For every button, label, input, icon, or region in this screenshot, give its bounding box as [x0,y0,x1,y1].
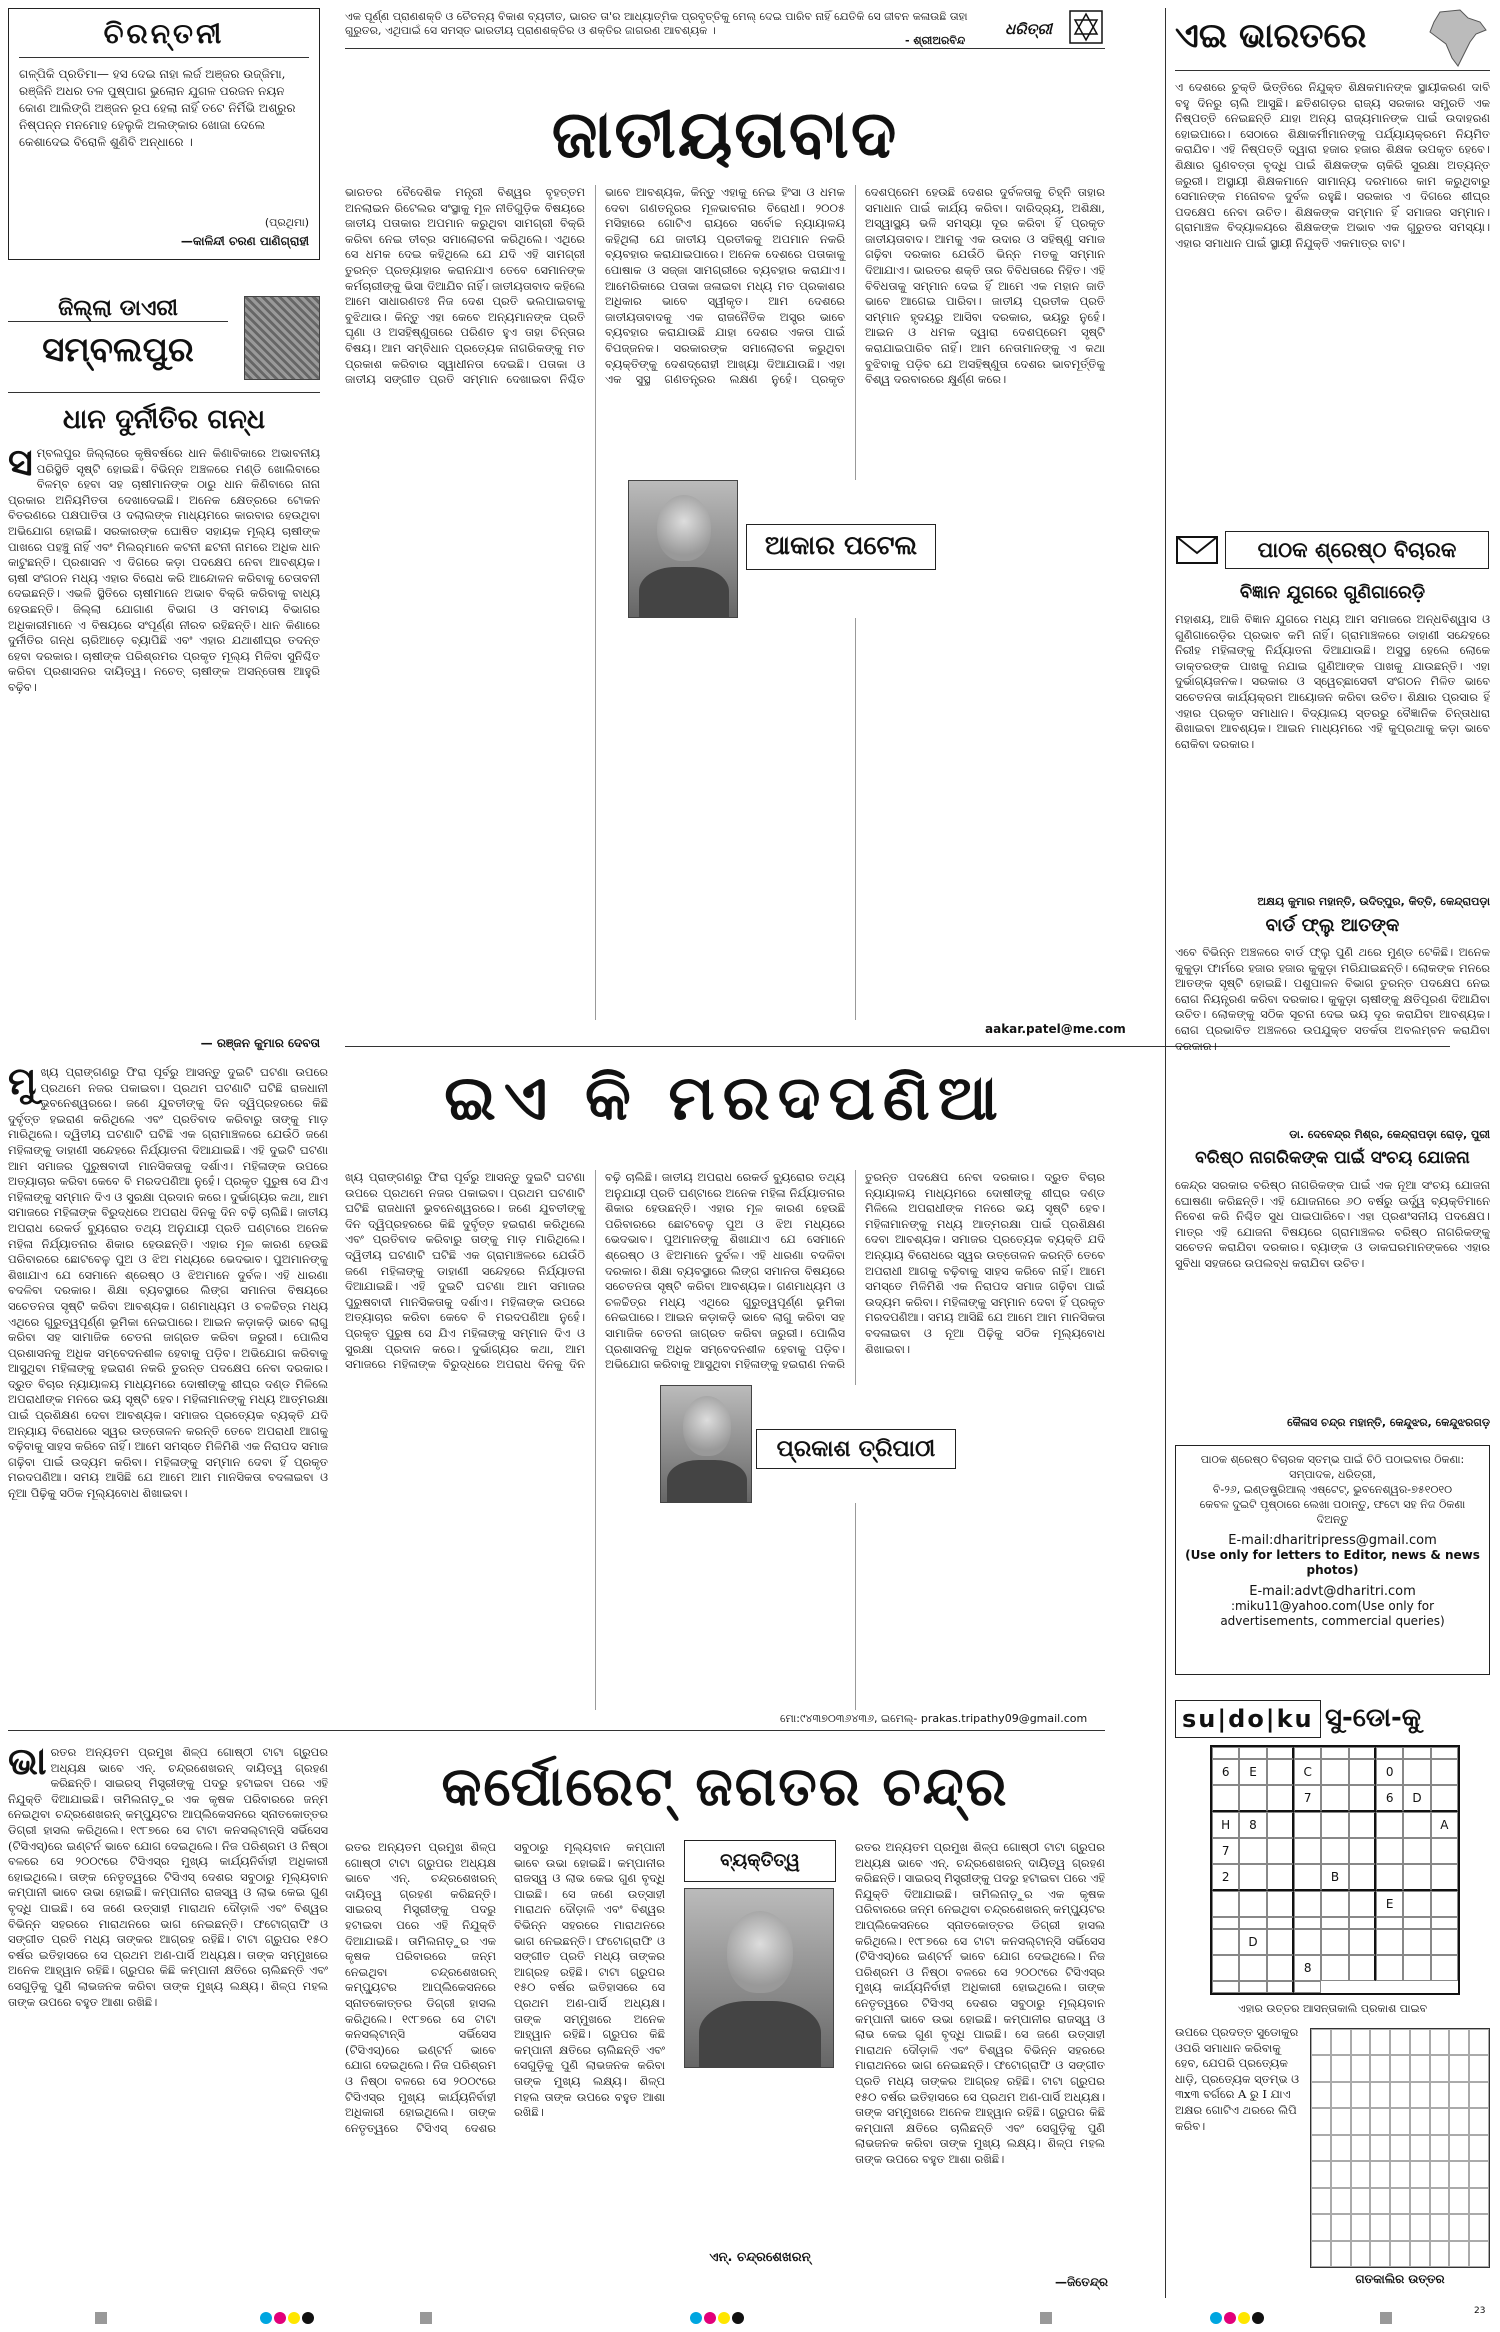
prev-answer-cell [1311,2188,1331,2214]
prev-answer-cell [1430,2241,1450,2267]
sudoku-cell[interactable] [1403,1929,1430,1955]
prev-answer-cell [1370,2082,1390,2108]
contact-intro: ପାଠକ ଶ୍ରେଷ୍ଠ ବିଚାରକ ସ୍ତମ୍ଭ ପାଇଁ ଚିଠି ପଠାଇବାର ଠିକଣା: [1200,1453,1465,1466]
sudoku-cell[interactable] [1294,1812,1321,1838]
poem-box [8,8,320,260]
sudoku-cell[interactable] [1376,1747,1403,1759]
sudoku-cell[interactable] [1403,1812,1430,1838]
letters-header [1175,527,1490,573]
color-registration-2 [690,2312,744,2324]
sudoku-cell[interactable] [1431,1864,1458,1891]
sudoku-cell[interactable] [1321,1917,1348,1929]
prev-answer-cell [1430,2108,1450,2134]
sudoku-cell[interactable] [1349,1917,1376,1929]
district-dropcap: ସ [8,446,33,484]
byline-patel: ଆକାର ପଟେଲ [746,524,936,570]
sudoku-cell[interactable] [1212,1785,1239,1812]
sudoku-cell[interactable] [1431,1785,1458,1812]
photo-caption-chandrasekaran: ଏନ୍. ଚନ୍ଦ୍ରଶେଖରନ୍ [709,2250,811,2265]
prev-answer-cell [1351,2082,1371,2108]
sudoku-cell[interactable] [1376,1838,1403,1864]
prev-answer-cell [1370,2108,1390,2134]
prev-answer-cell [1390,2082,1410,2108]
prev-answer-cell [1390,2135,1410,2161]
print-mark-4 [1380,2312,1392,2324]
prev-answer-cell [1370,2214,1390,2240]
sudoku-cell[interactable] [1267,1955,1294,1981]
sudoku-cell[interactable] [1431,1955,1458,1981]
prev-answer-cell [1469,2082,1489,2108]
prev-answer-cell [1351,2029,1371,2055]
sudoku-cell[interactable]: E [1376,1891,1403,1917]
poem-text: ଗଳ୍ପିକି ପ୍ରତିମା— ହସ ଦେଇ ନାହା ଲର୍ଜ ଅଞ୍ଜର ଉଜ୍ଜିମା, ରଞ୍ଜିନି ଅଧର ତଳ ପୁଷ୍ପାଗ ଭୁଲୋନ ଯୁଗଳ ପରଜନ ନୟନ କୋଣ ଆଲିଙ୍ଗି ଅଞ୍ଜନ ରୂପ ହେଲା ନାହିଁ ତଟେ ନିର୍ମିଭି ଅଶ୍ରୁର ନିଷ୍ପନ୍ନ ମନମୋହ ହେଲୁକି ଅଲଙ୍କାର ଖୋଜା ଦେଲେ କେଶାଦେଇ ବିରୋଳି ଶୁଣିବି ଅନ୍ଧାରେ । [19,67,296,149]
prev-answer-cell [1331,2241,1351,2267]
sudoku-cell[interactable]: E [1239,1759,1266,1785]
sudoku-cell[interactable] [1349,1759,1376,1785]
prev-answer-cell [1311,2108,1331,2134]
district-headline: ଧାନ ଦୁର୍ନୀତିର ଗନ୍ଧ [62,404,266,435]
letter3-author: କୈଳାସ ଚନ୍ଦ୍ର ମହାନ୍ତି, କେନ୍ଦୁଝର, କେନ୍ଦୁଝରଗଡ଼ [1287,1416,1490,1429]
district-diary [8,296,320,1056]
envelope-icon [1175,531,1219,567]
sudoku-cell[interactable] [1267,1981,1294,1993]
contact-addr2: ବି-୨୬, ଇଣ୍ଡଷ୍ଟ୍ରିଆଲ୍ ଏଷ୍ଟେଟ୍, ଭୁବନେଶ୍ୱର-୭୫୧୦୧୦ [1212,1483,1453,1496]
article-mardapania-intro [8,1065,328,1695]
sudoku-cell[interactable] [1267,1759,1294,1785]
sudoku-cell[interactable] [1376,1929,1403,1955]
print-mark-2 [420,2312,432,2324]
headline-nationalism: ଜାତୀୟତାବାଦ [551,96,899,173]
poem-title: ଚିରନ୍ତନୀ [19,17,309,58]
prev-answer-cell [1370,2241,1390,2267]
sudoku-cell[interactable]: 2 [1212,1864,1239,1891]
sudoku-cell[interactable]: 6 [1376,1785,1403,1812]
prev-answer-cell [1430,2029,1450,2055]
letter2-title: ବାର୍ଡ ଫ୍ଲୁ ଆତଙ୍କ [1265,915,1400,936]
personality-box [680,1840,840,2280]
prev-answer-cell [1311,2135,1331,2161]
contact-box [1175,1445,1490,1675]
headline-mardapania: ଇଏ କି ମରଦପଣିଆ [444,1061,1006,1134]
prev-answer-cell [1390,2241,1410,2267]
byline-card-tripathi [660,1385,960,1503]
sudoku-cell[interactable] [1212,1917,1239,1929]
letters-title: ପାଠକ ଶ୍ରେଷ୍ଠ ବିଚାରକ [1225,531,1489,569]
sudoku-cell[interactable] [1267,1929,1294,1955]
prev-answer-cell [1351,2055,1371,2081]
sudoku-cell[interactable] [1376,1955,1403,1981]
prev-answer-cell [1449,2055,1469,2081]
logo-text: ଧରିତ୍ରୀ [1005,20,1052,38]
prev-answer-cell [1469,2241,1489,2267]
prev-answer-cell [1351,2108,1371,2134]
color-registration-3 [1210,2312,1264,2324]
prev-answer-cell [1449,2214,1469,2240]
prev-answer-cell [1430,2161,1450,2187]
prev-answer-cell [1449,2108,1469,2134]
prev-answer-cell [1390,2214,1410,2240]
sudoku-cell[interactable] [1294,1929,1321,1955]
sudoku-cell[interactable] [1321,1812,1348,1838]
sudoku-cell[interactable] [1267,1812,1294,1838]
prev-answer-cell [1430,2135,1450,2161]
photo-chandrasekaran [684,1888,834,2068]
prev-answer-cell [1351,2214,1371,2240]
region-header [1175,8,1490,71]
article-corporate-col1: ରତର ଅନ୍ୟତମ ପ୍ରମୁଖ ଶିଳ୍ପ ଗୋଷ୍ଠୀ ଟାଟା ଗ୍ରୁପର ଅଧ୍ୟକ୍ଷ ଭାବେ ଏନ୍. ଚନ୍ଦ୍ରଶେଖରନ୍ ଦାୟିତ୍ୱ ଗ୍ରହଣ କରିଛନ୍ତି। ସାଇରସ୍ ମିସ୍ତ୍ରୀଙ୍କୁ ପଦରୁ ହଟାଇବା ପରେ ଏହି ନିଯୁକ୍ତି ଦିଆଯାଇଛି। ତାମିଲନାଡ଼ୁର ଏକ କୃଷକ ପରିବାରରେ ଜନ୍ମ ନେଇଥିବା ଚନ୍ଦ୍ରଶେଖରନ୍ କମ୍ପ୍ୟୁଟର ଆପ୍ଲିକେସନରେ ସ୍ନାତକୋତ୍ତର ଡିଗ୍ରୀ ହାସଲ କରିଥିଲେ। ୧୯୮୭ରେ ସେ ଟାଟା କନସଲ୍ଟାନ୍ସି ସର୍ଭିସେସ (ଟିସିଏସ୍)ରେ ଇଣ୍ଟର୍ନ ଭାବେ ଯୋଗ ଦେଇଥିଲେ। ନିଜ ପରିଶ୍ରମ ଓ ନିଷ୍ଠା ବଳରେ ସେ ୨୦୦୯ରେ ଟିସିଏସ୍‌ର ମୁଖ୍ୟ କାର୍ଯ୍ୟନିର୍ବାହୀ ଅଧିକାରୀ ହୋଇଥିଲେ। ତାଙ୍କ ନେତୃତ୍ୱରେ ଟିସିଏସ୍ ଦେଶର ସବୁଠାରୁ ମୂଲ୍ୟବାନ କମ୍ପାନୀ ଭାବେ ଉଭା ହୋଇଛି। କମ୍ପାନୀର ରାଜସ୍ୱ ଓ ଲାଭ କେଇ ଗୁଣ ବୃଦ୍ଧି ପାଇଛି। ସେ ଜଣେ ଉତ୍ସାହୀ ମାରାଥନ ଦୌଡ଼ାଳି ଏବଂ ବିଶ୍ୱର ବିଭିନ୍ନ ସହରରେ ମାରାଥନରେ ଭାଗ ନେଇଛନ୍ତି। ଫଟୋଗ୍ରାଫି ଓ ସଙ୍ଗୀତ ପ୍ରତି ମଧ୍ୟ ତାଙ୍କର ଆଗ୍ରହ ରହିଛି। ଟାଟା ଗ୍ରୁପର ୧୫୦ ବର୍ଷର ଇତିହାସରେ ସେ ପ୍ରଥମ ଅଣ-ପାର୍ସି ଅଧ୍ୟକ୍ଷ। ତାଙ୍କ ସମ୍ମୁଖରେ ଅନେକ ଆହ୍ୱାନ ରହିଛି। ଗ୍ରୁପର କିଛି କମ୍ପାନୀ କ୍ଷତିରେ ଚାଲିଛନ୍ତି ଏବଂ ସେଗୁଡ଼ିକୁ ପୁଣି ଲାଭଜନକ କରିବା ତାଙ୍କ ମୁଖ୍ୟ ଲକ୍ଷ୍ୟ। ଶିଳ୍ପ ମହଲ ତାଙ୍କ ଉପରେ ବହୁତ ଆଶା ରଖିଛି। [345,1840,665,2135]
sudoku-cell[interactable] [1239,1747,1266,1759]
prev-answer-cell [1410,2108,1430,2134]
prev-answer-cell [1410,2188,1430,2214]
contact-tripathi: ମୋ:୯୪୩୭୦୩୬୪୩୬, ଇମେଲ୍- prakas.tripathy09@gmail.com [780,1712,1088,1725]
author-photo-patel [628,480,738,618]
letter2-author: ଡା. ଦେବେନ୍ଦ୍ର ମିଶ୍ର, କେନ୍ଦ୍ରାପଡ଼ା ରୋଡ଼, ପୁରୀ [1289,1128,1490,1141]
previous-answer-grid [1310,2028,1490,2268]
sudoku-cell[interactable] [1239,1785,1266,1812]
prev-answer-cell [1430,2214,1450,2240]
prev-answer-cell [1370,2135,1390,2161]
email-ads[interactable]: E-mail:advt@dharitri.com [1249,1584,1416,1599]
sudoku-title-en: su|do|ku [1175,1700,1321,1738]
email-patel: aakar.patel@me.com [985,1022,1126,1036]
byline-tripathi: ପ୍ରକାଶ ତ୍ରିପାଠୀ [756,1429,956,1469]
prev-answer-cell [1331,2161,1351,2187]
sudoku-cell[interactable] [1294,1891,1321,1917]
prev-answer-cell [1370,2161,1390,2187]
sudoku-cell[interactable] [1349,1864,1376,1891]
prev-answer-cell [1370,2188,1390,2214]
prev-answer-cell [1469,2214,1489,2240]
sudoku-cell[interactable] [1321,1759,1348,1785]
prev-answer-cell [1390,2188,1410,2214]
prev-answer-cell [1410,2241,1430,2267]
letter1-text: ମହାଶୟ, ଆଜି ବିଜ୍ଞାନ ଯୁଗରେ ମଧ୍ୟ ଆମ ସମାଜରେ ଅନ୍ଧବିଶ୍ୱାସ ଓ ଗୁଣିଗାରେଡ଼ିର ପ୍ରଭାବ କମି ନାହିଁ। ଗ୍ରାମାଞ୍ଚଳରେ ଡାହାଣୀ ସନ୍ଦେହରେ ନିରୀହ ମହିଳାଙ୍କୁ ନିର୍ଯ୍ୟାତନା ଦିଆଯାଉଛି। ଅସୁସ୍ଥ ହେଲେ ଲୋକେ ଡାକ୍ତରଙ୍କ ପାଖକୁ ନଯାଇ ଗୁଣିଆଙ୍କ ପାଖକୁ ଯାଉଛନ୍ତି। ଏହା ଦୁର୍ଭାଗ୍ୟଜନକ। ସରକାର ଓ ସ୍ୱେଚ୍ଛାସେବୀ ସଂଗଠନ ମିଳିତ ଭାବେ ସଚେତନତା କାର୍ଯ୍ୟକ୍ରମ ଆୟୋଜନ କରିବା ଉଚିତ। ଶିକ୍ଷାର ପ୍ରସାର ହିଁ ଏହାର ପ୍ରକୃତ ସମାଧାନ। ବିଦ୍ୟାଳୟ ସ୍ତରରୁ ବୈଜ୍ଞାନିକ ଚିନ୍ତାଧାରା ଶିଖାଇବା ଆବଶ୍ୟକ। ଆଇନ ମାଧ୍ୟମରେ ଏହି କୁପ୍ରଥାକୁ କଡ଼ା ଭାବେ ରୋକିବା ଦରକାର। [1175,612,1490,751]
star-logo-icon [1069,10,1103,44]
sudoku-cell[interactable] [1321,1955,1348,1981]
sudoku-cell[interactable] [1431,1917,1458,1929]
prev-answer-cell [1469,2029,1489,2055]
prev-answer-cell [1410,2055,1430,2081]
sudoku-cell[interactable] [1321,1747,1348,1759]
sudoku-cell[interactable] [1321,1891,1348,1917]
corporate-intro-text: ରତର ଅନ୍ୟତମ ପ୍ରମୁଖ ଶିଳ୍ପ ଗୋଷ୍ଠୀ ଟାଟା ଗ୍ରୁପର ଅଧ୍ୟକ୍ଷ ଭାବେ ଏନ୍. ଚନ୍ଦ୍ରଶେଖରନ୍ ଦାୟିତ୍ୱ ଗ୍ରହଣ କରିଛନ୍ତି। ସାଇରସ୍ ମିସ୍ତ୍ରୀଙ୍କୁ ପଦରୁ ହଟାଇବା ପରେ ଏହି ନିଯୁକ୍ତି ଦିଆଯାଇଛି। ତାମିଲନାଡ଼ୁର ଏକ କୃଷକ ପରିବାରରେ ଜନ୍ମ ନେଇଥିବା ଚନ୍ଦ୍ରଶେଖରନ୍ କମ୍ପ୍ୟୁଟର ଆପ୍ଲିକେସନରେ ସ୍ନାତକୋତ୍ତର ଡିଗ୍ରୀ ହାସଲ କରିଥିଲେ। ୧୯୮୭ରେ ସେ ଟାଟା କନସଲ୍ଟାନ୍ସି ସର୍ଭିସେସ (ଟିସିଏସ୍)ରେ ଇଣ୍ଟର୍ନ ଭାବେ ଯୋଗ ଦେଇଥିଲେ। ନିଜ ପରିଶ୍ରମ ଓ ନିଷ୍ଠା ବଳରେ ସେ ୨୦୦୯ରେ ଟିସିଏସ୍‌ର ମୁଖ୍ୟ କାର୍ଯ୍ୟନିର୍ବାହୀ ଅଧିକାରୀ ହୋଇଥିଲେ। ତାଙ୍କ ନେତୃତ୍ୱରେ ଟିସିଏସ୍ ଦେଶର ସବୁଠାରୁ ମୂଲ୍ୟବାନ କମ୍ପାନୀ ଭାବେ ଉଭା ହୋଇଛି। କମ୍ପାନୀର ରାଜସ୍ୱ ଓ ଲାଭ କେଇ ଗୁଣ ବୃଦ୍ଧି ପାଇଛି। ସେ ଜଣେ ଉତ୍ସାହୀ ମାରାଥନ ଦୌଡ଼ାଳି ଏବଂ ବିଶ୍ୱର ବିଭିନ୍ନ ସହରରେ ମାରାଥନରେ ଭାଗ ନେଇଛନ୍ତି। ଫଟୋଗ୍ରାଫି ଓ ସଙ୍ଗୀତ ପ୍ରତି ମଧ୍ୟ ତାଙ୍କର ଆଗ୍ରହ ରହିଛି। ଟାଟା ଗ୍ରୁପର ୧୫୦ ବର୍ଷର ଇତିହାସରେ ସେ ପ୍ରଥମ ଅଣ-ପାର୍ସି ଅଧ୍ୟକ୍ଷ। ତାଙ୍କ ସମ୍ମୁଖରେ ଅନେକ ଆହ୍ୱାନ ରହିଛି। ଗ୍ରୁପର କିଛି କମ୍ପାନୀ କ୍ଷତିରେ ଚାଲିଛନ୍ତି ଏବଂ ସେଗୁଡ଼ିକୁ ପୁଣି ଲାଭଜନକ କରିବା ତାଙ୍କ ମୁଖ୍ୟ ଲକ୍ଷ୍ୟ। ଶିଳ୍ପ ମହଲ ତାଙ୍କ ଉପରେ ବହୁତ ଆଶା ରଖିଛି। [8,1745,328,2009]
prev-answer-cell [1331,2214,1351,2240]
region-title: ଏଇ ଭାରତରେ [1175,16,1367,56]
sudoku-cell[interactable]: 0 [1376,1759,1403,1785]
sudoku-cell[interactable] [1267,1917,1294,1929]
prev-answer-cell [1331,2135,1351,2161]
sudoku-cell[interactable] [1294,1864,1321,1891]
sudoku-cell[interactable] [1349,1891,1376,1917]
prev-answer-cell [1311,2161,1331,2187]
prev-answer-cell [1390,2108,1410,2134]
contact-addr1: ସମ୍ପାଦକ, ଧରିତ୍ରୀ, [1289,1468,1376,1481]
sudoku-cell[interactable]: 8 [1239,1812,1266,1838]
sudoku-cell[interactable] [1349,1812,1376,1838]
prev-answer-cell [1370,2055,1390,2081]
email-letters[interactable]: E-mail:dharitripress@gmail.com [1228,1533,1437,1548]
prev-answer-cell [1351,2161,1371,2187]
article-corporate-col2: ରତର ଅନ୍ୟତମ ପ୍ରମୁଖ ଶିଳ୍ପ ଗୋଷ୍ଠୀ ଟାଟା ଗ୍ରୁପର ଅଧ୍ୟକ୍ଷ ଭାବେ ଏନ୍. ଚନ୍ଦ୍ରଶେଖରନ୍ ଦାୟିତ୍ୱ ଗ୍ରହଣ କରିଛନ୍ତି। ସାଇରସ୍ ମିସ୍ତ୍ରୀଙ୍କୁ ପଦରୁ ହଟାଇବା ପରେ ଏହି ନିଯୁକ୍ତି ଦିଆଯାଇଛି। ତାମିଲନାଡ଼ୁର ଏକ କୃଷକ ପରିବାରରେ ଜନ୍ମ ନେଇଥିବା ଚନ୍ଦ୍ରଶେଖରନ୍ କମ୍ପ୍ୟୁଟର ଆପ୍ଲିକେସନରେ ସ୍ନାତକୋତ୍ତର ଡିଗ୍ରୀ ହାସଲ କରିଥିଲେ। ୧୯୮୭ରେ ସେ ଟାଟା କନସଲ୍ଟାନ୍ସି ସର୍ଭିସେସ (ଟିସିଏସ୍)ରେ ଇଣ୍ଟର୍ନ ଭାବେ ଯୋଗ ଦେଇଥିଲେ। ନିଜ ପରିଶ୍ରମ ଓ ନିଷ୍ଠା ବଳରେ ସେ ୨୦୦୯ରେ ଟିସିଏସ୍‌ର ମୁଖ୍ୟ କାର୍ଯ୍ୟନିର୍ବାହୀ ଅଧିକାରୀ ହୋଇଥିଲେ। ତାଙ୍କ ନେତୃତ୍ୱରେ ଟିସିଏସ୍ ଦେଶର ସବୁଠାରୁ ମୂଲ୍ୟବାନ କମ୍ପାନୀ ଭାବେ ଉଭା ହୋଇଛି। କମ୍ପାନୀର ରାଜସ୍ୱ ଓ ଲାଭ କେଇ ଗୁଣ ବୃଦ୍ଧି ପାଇଛି। ସେ ଜଣେ ଉତ୍ସାହୀ ମାରାଥନ ଦୌଡ଼ାଳି ଏବଂ ବିଶ୍ୱର ବିଭିନ୍ନ ସହରରେ ମାରାଥନରେ ଭାଗ ନେଇଛନ୍ତି। ଫଟୋଗ୍ରାଫି ଓ ସଙ୍ଗୀତ ପ୍ରତି ମଧ୍ୟ ତାଙ୍କର ଆଗ୍ରହ ରହିଛି। ଟାଟା ଗ୍ରୁପର ୧୫୦ ବର୍ଷର ଇତିହାସରେ ସେ ପ୍ରଥମ ଅଣ-ପାର୍ସି ଅଧ୍ୟକ୍ଷ। ତାଙ୍କ ସମ୍ମୁଖରେ ଅନେକ ଆହ୍ୱାନ ରହିଛି। ଗ୍ରୁପର କିଛି କମ୍ପାନୀ କ୍ଷତିରେ ଚାଲିଛନ୍ତି ଏବଂ ସେଗୁଡ଼ିକୁ ପୁଣି ଲାଭଜନକ କରିବା ତାଙ୍କ ମୁଖ୍ୟ ଲକ୍ଷ୍ୟ। ଶିଳ୍ପ ମହଲ ତାଙ୍କ ଉପରେ ବହୁତ ଆଶା ରଖିଛି। [855,1840,1105,2166]
email-ads-note: :miku11@yahoo.com(Use only for advertisements, commercial queries) [1220,1599,1445,1628]
sudoku-cell[interactable] [1431,1891,1458,1917]
sudoku-cell[interactable]: 7 [1294,1785,1321,1812]
sudoku-cell[interactable]: B [1321,1864,1348,1891]
prev-answer-cell [1351,2241,1371,2267]
prev-answer-cell [1311,2214,1331,2240]
district-article [8,446,320,1031]
prev-answer-cell [1449,2161,1469,2187]
author-photo-tripathi [660,1385,752,1503]
prev-answer-cell [1410,2029,1430,2055]
corporate-author: —ଜିତେନ୍ଦ୍ର [1055,2275,1109,2289]
sudoku-cell[interactable] [1349,1955,1376,1981]
sudoku-cell[interactable] [1239,1838,1266,1864]
letter2-text: ଏବେ ବିଭିନ୍ନ ଅଞ୍ଚଳରେ ବାର୍ଡ ଫ୍ଲୁ ପୁଣି ଥରେ ମୁଣ୍ଡ ଟେକିଛି। ଅନେକ କୁକୁଡ଼ା ଫାର୍ମରେ ହଜାର ହଜାର କୁକୁଡ଼ା ମରିଯାଇଛନ୍ତି। ଲୋକଙ୍କ ମନରେ ଆତଙ୍କ ସୃଷ୍ଟି ହୋଇଛି। ପଶୁପାଳନ ବିଭାଗ ତୁରନ୍ତ ପଦକ୍ଷେପ ନେଇ ରୋଗ ନିୟନ୍ତ୍ରଣ କରିବା ଦରକାର। କୁକୁଡ଼ା ଚାଷୀଙ୍କୁ କ୍ଷତିପୂରଣ ଦିଆଯିବା ଉଚିତ। ଲୋକଙ୍କୁ ସଠିକ ସୂଚନା ଦେଇ ଭୟ ଦୂର କରାଯିବା ଆବଶ୍ୟକ। ରୋଗ ପ୍ରଭାବିତ ଅଞ୍ଚଳରେ ଉପଯୁକ୍ତ ସତର୍କତା ଅବଲମ୍ବନ କରାଯିବା ଦରକାର। [1175,945,1490,1053]
prev-answer-cell [1311,2055,1331,2081]
byline-card-patel [628,480,938,618]
prev-answer-cell [1390,2029,1410,2055]
sudoku-cell[interactable] [1239,1955,1266,1981]
prev-answer-cell [1331,2082,1351,2108]
sudoku-cell[interactable] [1212,1747,1239,1759]
prev-answer-cell [1331,2055,1351,2081]
letter3-text: କେନ୍ଦ୍ର ସରକାର ବରିଷ୍ଠ ନାଗରିକଙ୍କ ପାଇଁ ଏକ ନୂଆ ସଂଚୟ ଯୋଜନା ଘୋଷଣା କରିଛନ୍ତି। ଏହି ଯୋଜନାରେ ୬୦ ବର୍ଷରୁ ଊର୍ଦ୍ଧ୍ୱ ବ୍ୟକ୍ତିମାନେ ନିବେଶ କରି ନିଶ୍ଚିତ ସୁଧ ପାଇପାରିବେ। ଏହା ପ୍ରଶଂସନୀୟ ପଦକ୍ଷେପ। ମାତ୍ର ଏହି ଯୋଜନା ବିଷୟରେ ଗ୍ରାମାଞ୍ଚଳର ବରିଷ୍ଠ ନାଗରିକଙ୍କୁ ସଚେତନ କରାଯିବା ଦରକାର। ବ୍ୟାଙ୍କ ଓ ଡାକଘରମାନଙ୍କରେ ଏହାର ସୁବିଧା ସହଜରେ ଉପଲବ୍ଧ କରାଯିବା ଉଚିତ। [1175,1178,1490,1270]
sudoku-cell[interactable] [1294,1838,1321,1864]
letter3-title: ବରିଷ୍ଠ ନାଗରିକଙ୍କ ପାଇଁ ସଂଚୟ ଯୋଜନା [1195,1148,1470,1168]
prev-answer-cell [1351,2135,1371,2161]
sudoku-cell[interactable] [1321,1838,1348,1864]
sudoku-header [1175,1700,1490,1740]
sudoku-cell[interactable] [1321,1785,1348,1812]
sudoku-cell[interactable] [1267,1864,1294,1891]
prev-answer-cell [1311,2082,1331,2108]
mardapania-intro-text: ଖ୍ୟ ପ୍ରାଙ୍ଗଣରୁ ଫିରା ପୂର୍ବରୁ ଆସନ୍ତୁ ଦୁଇଟି ଘଟଣା ଉପରେ ପ୍ରଥମେ ନଜର ପକାଇବା। ପ୍ରଥମ ଘଟଣାଟି ଘଟିଛି ରାଜଧାନୀ ଭୁବନେଶ୍ୱରରେ। ଜଣେ ଯୁବତୀଙ୍କୁ ଦିନ ଦ୍ୱିପ୍ରହରରେ କିଛି ଦୁର୍ବୃତ୍ତ ହଇରାଣ କରିଥିଲେ ଏବଂ ପ୍ରତିବାଦ କରିବାରୁ ତାଙ୍କୁ ମାଡ଼ ମାରିଥିଲେ। ଦ୍ୱିତୀୟ ଘଟଣାଟି ଘଟିଛି ଏକ ଗ୍ରାମାଞ୍ଚଳରେ ଯେଉଁଠି ଜଣେ ମହିଳାଙ୍କୁ ଡାହାଣୀ ସନ୍ଦେହରେ ନିର୍ଯ୍ୟାତନା ଦିଆଯାଇଛି। ଏହି ଦୁଇଟି ଘଟଣା ଆମ ସମାଜର ପୁରୁଷବାଦୀ ମାନସିକତାକୁ ଦର୍ଶାଏ। ମହିଳାଙ୍କ ଉପରେ ଅତ୍ୟାଚାର କରିବା କେବେ ବି ମରଦପଣିଆ ନୁହେଁ। ପ୍ରକୃତ ପୁରୁଷ ସେ ଯିଏ ମହିଳାଙ୍କୁ ସମ୍ମାନ ଦିଏ ଓ ସୁରକ୍ଷା ପ୍ରଦାନ କରେ। ଦୁର୍ଭାଗ୍ୟର କଥା, ଆମ ସମାଜରେ ମହିଳାଙ୍କ ବିରୁଦ୍ଧରେ ଅପରାଧ ଦିନକୁ ଦିନ ବଢ଼ି ଚାଲିଛି। ଜାତୀୟ ଅପରାଧ ରେକର୍ଡ ବ୍ୟୁରୋର ତଥ୍ୟ ଅନୁଯାୟୀ ପ୍ରତି ଘଣ୍ଟାରେ ଅନେକ ମହିଳା ନିର୍ଯ୍ୟାତନାର ଶିକାର ହେଉଛନ୍ତି। ଏହାର ମୂଳ କାରଣ ହେଉଛି ପରିବାରରେ ଛୋଟବେଳୁ ପୁଅ ଓ ଝିଅ ମଧ୍ୟରେ ଭେଦଭାବ। ପୁଅମାନଙ୍କୁ ଶିଖାଯାଏ ଯେ ସେମାନେ ଶ୍ରେଷ୍ଠ ଓ ଝିଅମାନେ ଦୁର୍ବଳ। ଏହି ଧାରଣା ବଦଳିବା ଦରକାର। ଶିକ୍ଷା ବ୍ୟବସ୍ଥାରେ ଲିଙ୍ଗ ସମାନତା ବିଷୟରେ ସଚେତନତା ସୃଷ୍ଟି କରିବା ଆବଶ୍ୟକ। ଗଣମାଧ୍ୟମ ଓ ଚଳଚ୍ଚିତ୍ର ମଧ୍ୟ ଏଥିରେ ଗୁରୁତ୍ୱପୂର୍ଣ୍ଣ ଭୂମିକା ନେଇପାରେ। ଆଇନ କଡ଼ାକଡ଼ି ଭାବେ ଲାଗୁ କରିବା ସହ ସାମାଜିକ ଚେତନା ଜାଗ୍ରତ କରିବା ଜରୁରୀ। ପୋଲିସ ପ୍ରଶାସନକୁ ଅଧିକ ସମ୍ବେଦନଶୀଳ ହେବାକୁ ପଡ଼ିବ। ଅଭିଯୋଗ କରିବାକୁ ଆସୁଥିବା ମହିଳାଙ୍କୁ ହଇରାଣ ନକରି ତୁରନ୍ତ ପଦକ୍ଷେପ ନେବା ଦରକାର। ଦ୍ରୁତ ବିଚାର ନ୍ୟାୟାଳୟ ମାଧ୍ୟମରେ ଦୋଷୀଙ୍କୁ ଶୀଘ୍ର ଦଣ୍ଡ ମିଳିଲେ ଅପରାଧୀଙ୍କ ମନରେ ଭୟ ସୃଷ୍ଟି ହେବ। ମହିଳାମାନଙ୍କୁ ମଧ୍ୟ ଆତ୍ମରକ୍ଷା ପାଇଁ ପ୍ରଶିକ୍ଷଣ ଦେବା ଆବଶ୍ୟକ। ସମାଜର ପ୍ରତ୍ୟେକ ବ୍ୟକ୍ତି ଯଦି ଅନ୍ୟାୟ ବିରୋଧରେ ସ୍ୱର ଉତ୍ତୋଳନ କରନ୍ତି ତେବେ ଅପରାଧୀ ଆଗକୁ ବଢ଼ିବାକୁ ସାହସ କରିବେ ନାହିଁ। ଆମେ ସମସ୍ତେ ମିଳିମିଶି ଏକ ନିରାପଦ ସମାଜ ଗଢ଼ିବା ପାଇଁ ଉଦ୍ୟମ କରିବା। ମହିଳାଙ୍କୁ ସମ୍ମାନ ଦେବା ହିଁ ପ୍ରକୃତ ମରଦପଣିଆ। ସମୟ ଆସିଛି ଯେ ଆମେ ଆମ ମାନସିକତା ବଦଳାଇବା ଓ ନୂଆ ପିଢ଼ିକୁ ସଠିକ ମୂଲ୍ୟବୋଧ ଶିଖାଇବା। [8,1065,328,1501]
sudoku-cell[interactable] [1212,1891,1239,1917]
sudoku-cell[interactable] [1403,1891,1430,1917]
headline-corporate: କର୍ପୋରେଟ୍ ଜଗତର ଚନ୍ଦ୍ର [441,1755,1009,1818]
sudoku-cell[interactable] [1212,1981,1239,1993]
sudoku-cell[interactable] [1349,1747,1376,1759]
sudoku-cell[interactable] [1267,1785,1294,1812]
prev-answer-cell [1469,2188,1489,2214]
color-registration-1 [260,2312,314,2324]
print-mark-3 [1040,2312,1052,2324]
sudoku-cell[interactable] [1431,1838,1458,1864]
sudoku-cell[interactable]: A [1431,1812,1458,1838]
india-map-icon [1420,8,1490,70]
article-mardapania-body: ଖ୍ୟ ପ୍ରାଙ୍ଗଣରୁ ଫିରା ପୂର୍ବରୁ ଆସନ୍ତୁ ଦୁଇଟି ଘଟଣା ଉପରେ ପ୍ରଥମେ ନଜର ପକାଇବା। ପ୍ରଥମ ଘଟଣାଟି ଘଟିଛି ରାଜଧାନୀ ଭୁବନେଶ୍ୱରରେ। ଜଣେ ଯୁବତୀଙ୍କୁ ଦିନ ଦ୍ୱିପ୍ରହରରେ କିଛି ଦୁର୍ବୃତ୍ତ ହଇରାଣ କରିଥିଲେ ଏବଂ ପ୍ରତିବାଦ କରିବାରୁ ତାଙ୍କୁ ମାଡ଼ ମାରିଥିଲେ। ଦ୍ୱିତୀୟ ଘଟଣାଟି ଘଟିଛି ଏକ ଗ୍ରାମାଞ୍ଚଳରେ ଯେଉଁଠି ଜଣେ ମହିଳାଙ୍କୁ ଡାହାଣୀ ସନ୍ଦେହରେ ନିର୍ଯ୍ୟାତନା ଦିଆଯାଇଛି। ଏହି ଦୁଇଟି ଘଟଣା ଆମ ସମାଜର ପୁରୁଷବାଦୀ ମାନସିକତାକୁ ଦର୍ଶାଏ। ମହିଳାଙ୍କ ଉପରେ ଅତ୍ୟାଚାର କରିବା କେବେ ବି ମରଦପଣିଆ ନୁହେଁ। ପ୍ରକୃତ ପୁରୁଷ ସେ ଯିଏ ମହିଳାଙ୍କୁ ସମ୍ମାନ ଦିଏ ଓ ସୁରକ୍ଷା ପ୍ରଦାନ କରେ। ଦୁର୍ଭାଗ୍ୟର କଥା, ଆମ ସମାଜରେ ମହିଳାଙ୍କ ବିରୁଦ୍ଧରେ ଅପରାଧ ଦିନକୁ ଦିନ ବଢ଼ି ଚାଲିଛି। ଜାତୀୟ ଅପରାଧ ରେକର୍ଡ ବ୍ୟୁରୋର ତଥ୍ୟ ଅନୁଯାୟୀ ପ୍ରତି ଘଣ୍ଟାରେ ଅନେକ ମହିଳା ନିର୍ଯ୍ୟାତନାର ଶିକାର ହେଉଛନ୍ତି। ଏହାର ମୂଳ କାରଣ ହେଉଛି ପରିବାରରେ ଛୋଟବେଳୁ ପୁଅ ଓ ଝିଅ ମଧ୍ୟରେ ଭେଦଭାବ। ପୁଅମାନଙ୍କୁ ଶିଖାଯାଏ ଯେ ସେମାନେ ଶ୍ରେଷ୍ଠ ଓ ଝିଅମାନେ ଦୁର୍ବଳ। ଏହି ଧାରଣା ବଦଳିବା ଦରକାର। ଶିକ୍ଷା ବ୍ୟବସ୍ଥାରେ ଲିଙ୍ଗ ସମାନତା ବିଷୟରେ ସଚେତନତା ସୃଷ୍ଟି କରିବା ଆବଶ୍ୟକ। ଗଣମାଧ୍ୟମ ଓ ଚଳଚ୍ଚିତ୍ର ମଧ୍ୟ ଏଥିରେ ଗୁରୁତ୍ୱପୂର୍ଣ୍ଣ ଭୂମିକା ନେଇପାରେ। ଆଇନ କଡ଼ାକଡ଼ି ଭାବେ ଲାଗୁ କରିବା ସହ ସାମାଜିକ ଚେତନା ଜାଗ୍ରତ କରିବା ଜରୁରୀ। ପୋଲିସ ପ୍ରଶାସନକୁ ଅଧିକ ସମ୍ବେଦନଶୀଳ ହେବାକୁ ପଡ଼ିବ। ଅଭିଯୋଗ କରିବାକୁ ଆସୁଥିବା ମହିଳାଙ୍କୁ ହଇରାଣ ନକରି ତୁରନ୍ତ ପଦକ୍ଷେପ ନେବା ଦରକାର। ଦ୍ରୁତ ବିଚାର ନ୍ୟାୟାଳୟ ମାଧ୍ୟମରେ ଦୋଷୀଙ୍କୁ ଶୀଘ୍ର ଦଣ୍ଡ ମିଳିଲେ ଅପରାଧୀଙ୍କ ମନରେ ଭୟ ସୃଷ୍ଟି ହେବ। ମହିଳାମାନଙ୍କୁ ମଧ୍ୟ ଆତ୍ମରକ୍ଷା ପାଇଁ ପ୍ରଶିକ୍ଷଣ ଦେବା ଆବଶ୍ୟକ। ସମାଜର ପ୍ରତ୍ୟେକ ବ୍ୟକ୍ତି ଯଦି ଅନ୍ୟାୟ ବିରୋଧରେ ସ୍ୱର ଉତ୍ତୋଳନ କରନ୍ତି ତେବେ ଅପରାଧୀ ଆଗକୁ ବଢ଼ିବାକୁ ସାହସ କରିବେ ନାହିଁ। ଆମେ ସମସ୍ତେ ମିଳିମିଶି ଏକ ନିରାପଦ ସମାଜ ଗଢ଼ିବା ପାଇଁ ଉଦ୍ୟମ କରିବା। ମହିଳାଙ୍କୁ ସମ୍ମାନ ଦେବା ହିଁ ପ୍ରକୃତ ମରଦପଣିଆ। ସମୟ ଆସିଛି ଯେ ଆମେ ଆମ ମାନସିକତା ବଦଳାଇବା ଓ ନୂଆ ପିଢ଼ିକୁ ସଠିକ ମୂଲ୍ୟବୋଧ ଶିଖାଇବା। [345,1170,1105,1372]
sudoku-cell[interactable] [1349,1838,1376,1864]
prev-answer-cell [1331,2029,1351,2055]
poem-author: —କାଳିନ୍ଦୀ ଚରଣ ପାଣିଗ୍ରାହୀ [180,234,309,248]
contact-addr3: କେବଳ ଦୁଇଟି ପୃଷ୍ଠାରେ ଲେଖା ପଠାନ୍ତୁ, ଫଟୋ ସହ ନିଜ ଠିକଣା ଦିଅନ୍ତୁ [1199,1498,1466,1526]
prev-answer-cell [1469,2135,1489,2161]
prev-answer-cell [1311,2241,1331,2267]
sudoku-answer-note: ଏହାର ଉତ୍ତର ଆସନ୍ତାକାଲି ପ୍ରକାଶ ପାଇବ [1237,2002,1428,2015]
article-corporate-intro [8,1745,328,2295]
prev-answer-cell [1331,2188,1351,2214]
sudoku-cell[interactable] [1294,1981,1321,1993]
prev-answer-instructions: ଉପରେ ପ୍ରଦତ୍ତ ସୁଡୋକୁର ଓପରି ସମାଧାନ କରିବାକୁ ହେବ, ଯେପରି ପ୍ରତ୍ୟେକ ଧାଡ଼ି, ପ୍ରତ୍ୟେକ ସ୍ତମ୍ଭ ଓ ୩x୩ ବର୍ଗରେ A ରୁ I ଯାଏ ଅକ୍ଷର ଗୋଟିଏ ଥରରେ ଲିପି କରିବ। [1175,2025,1300,2133]
sudoku-cell[interactable] [1212,1929,1239,1955]
sudoku-cell[interactable] [1431,1747,1458,1759]
region-article: ଏ ଦେଶରେ ଚୁକ୍ତି ଭିତ୍ତିରେ ନିଯୁକ୍ତ ଶିକ୍ଷକମାନଙ୍କ ସ୍ଥାୟୀକରଣ ଦାବି ବହୁ ଦିନରୁ ଚାଲି ଆସୁଛି। ଛତିଶଗଡ଼ର ରାଜ୍ୟ ସରକାର ସମ୍ପ୍ରତି ଏକ ନିଷ୍ପତ୍ତି ନେଇଛନ୍ତି ଯାହା ଅନ୍ୟ ରାଜ୍ୟମାନଙ୍କ ପାଇଁ ଉଦାହରଣ ହୋଇପାରେ। ସେଠାରେ ଶିକ୍ଷାକର୍ମୀମାନଙ୍କୁ ପର୍ଯ୍ୟାୟକ୍ରମେ ନିୟମିତ କରାଯିବ। ଏହି ନିଷ୍ପତ୍ତି ଦ୍ୱାରା ହଜାର ହଜାର ଶିକ୍ଷକ ଉପକୃତ ହେବେ। ଶିକ୍ଷାର ଗୁଣବତ୍ତା ବୃଦ୍ଧି ପାଇଁ ଶିକ୍ଷକଙ୍କ ଚାକିରି ସୁରକ୍ଷା ଅତ୍ୟନ୍ତ ଜରୁରୀ। ଅସ୍ଥାୟୀ ଶିକ୍ଷକମାନେ ସାମାନ୍ୟ ଦରମାରେ କାମ କରୁଥିବାରୁ ସେମାନଙ୍କ ମନୋବଳ ଦୁର୍ବଳ ରହୁଛି। ସରକାର ଏ ଦିଗରେ ଶୀଘ୍ର ପଦକ୍ଷେପ ନେବା ଉଚିତ। ଶିକ୍ଷକଙ୍କ ସମ୍ମାନ ହିଁ ସମାଜର ସମ୍ମାନ। ଗ୍ରାମାଞ୍ଚଳ ବିଦ୍ୟାଳୟରେ ଶିକ୍ଷକଙ୍କ ଅଭାବ ଏକ ଗୁରୁତର ସମସ୍ୟା। ଏହାର ସମାଧାନ ପାଇଁ ସ୍ଥାୟୀ ନିଯୁକ୍ତି ଏକମାତ୍ର ବାଟ। [1175,80,1490,250]
sudoku-cell[interactable] [1376,1864,1403,1891]
district-text: ମ୍ବଲପୁର ଜିଲ୍ଲାରେ କୃଷିବର୍ଷରେ ଧାନ କିଣାବିକାରେ ଅଭାବନୀୟ ପରିସ୍ଥିତି ସୃଷ୍ଟି ହୋଇଛି। ବିଭିନ୍ନ ଅଞ୍ଚଳରେ ମଣ୍ଡି ଖୋଲିବାରେ ବିଳମ୍ବ ହେବା ସହ ଚାଷୀମାନଙ୍କ ଠାରୁ ଧାନ କିଣିବାରେ ନାନା ପ୍ରକାର ଅନିୟମିତତା ଦେଖାଦେଇଛି। ଅନେକ କ୍ଷେତ୍ରରେ ଟୋକନ ବିତରଣରେ ପକ୍ଷପାତିତା ଓ ଦଲାଲଙ୍କ ମାଧ୍ୟମରେ କାରବାର ହେଉଥିବା ଅଭିଯୋଗ ହୋଇଛି। ସରକାରଙ୍କ ଘୋଷିତ ସହାୟକ ମୂଲ୍ୟ ଚାଷୀଙ୍କ ପାଖରେ ପହଞ୍ଚୁ ନାହିଁ ଏବଂ ମିଲର୍‌ମାନେ କଟନୀ ଛଟନୀ ନାମରେ ଅଧିକ ଧାନ କାଟୁଛନ୍ତି। ପ୍ରଶାସନ ଏ ଦିଗରେ କଡ଼ା ପଦକ୍ଷେପ ନେବା ଆବଶ୍ୟକ। ଚାଷୀ ସଂଗଠନ ମଧ୍ୟ ଏହାର ବିରୋଧ କରି ଆନ୍ଦୋଳନ କରିବାକୁ ଚେତାବନୀ ଦେଇଛନ୍ତି। ଏଭଳି ସ୍ଥିତିରେ ଚାଷୀମାନେ ଅଭାବ ବିକ୍ରି କରିବାକୁ ବାଧ୍ୟ ହେଉଛନ୍ତି। ଜିଲ୍ଲା ଯୋଗାଣ ବିଭାଗ ଓ ସମବାୟ ବିଭାଗର ଅଧିକାରୀମାନେ ଏ ବିଷୟରେ ସଂପୂର୍ଣ୍ଣ ନୀରବ ରହିଛନ୍ତି। ଧାନ କିଣାରେ ଦୁର୍ନୀତିର ଗନ୍ଧ ଚାରିଆଡ଼େ ବ୍ୟାପିଛି ଏବଂ ଏହାର ଯଥାଶୀଘ୍ର ତଦନ୍ତ ହେବା ଦରକାର। ଚାଷୀଙ୍କ ପରିଶ୍ରମର ପ୍ରକୃତ ମୂଲ୍ୟ ମିଳିବା ସୁନିଶ୍ଚିତ କରିବା ପ୍ରଶାସନର ଦାୟିତ୍ୱ। ନଚେତ୍ ଚାଷୀଙ୍କ ଅସନ୍ତୋଷ ଆହୁରି ବଢ଼ିବ। [8,446,320,694]
print-mark-1 [95,2312,107,2324]
prev-answer-cell [1430,2188,1450,2214]
prev-answer-cell [1469,2161,1489,2187]
prev-answer-cell [1390,2055,1410,2081]
prev-answer-cell [1351,2188,1371,2214]
sudoku-cell[interactable] [1403,1955,1430,1981]
sudoku-cell[interactable] [1376,1917,1403,1929]
masthead-quote-strip [345,8,1105,49]
prev-answer-cell [1449,2082,1469,2108]
letter1-title: ବିଜ୍ଞାନ ଯୁଗରେ ଗୁଣିଗାରେଡ଼ି [1239,582,1426,603]
sudoku-cell[interactable] [1239,1917,1266,1929]
sudoku-cell[interactable] [1239,1981,1266,1993]
prev-answer-cell [1331,2108,1351,2134]
prev-answer-cell [1311,2029,1331,2055]
sudoku-cell[interactable]: D [1239,1929,1266,1955]
prev-answer-cell [1449,2241,1469,2267]
district-label: ଜିଲ୍ଲା ଡାଏରୀ [8,296,228,322]
sudoku-cell[interactable]: 7 [1212,1838,1239,1864]
sudoku-cell[interactable] [1376,1812,1403,1838]
sudoku-cell[interactable]: D [1403,1785,1430,1812]
sudoku-cell[interactable] [1403,1864,1430,1891]
sudoku-cell[interactable]: H [1212,1812,1239,1838]
sudoku-cell[interactable] [1403,1838,1430,1864]
sudoku-cell[interactable] [1294,1917,1321,1929]
sudoku-cell[interactable] [1239,1891,1266,1917]
prev-answer-cell [1469,2108,1489,2134]
prev-answer-cell [1410,2161,1430,2187]
corporate-dropcap: ଭା [8,1745,47,1783]
sudoku-cell[interactable] [1403,1917,1430,1929]
masthead-quote: ଏକ ପୂର୍ଣ୍ଣ ପ୍ରାଣଶକ୍ତି ଓ ଚୈତନ୍ୟ ବିକାଶ ବ୍ୟତୀତ, ଭାରତ ତା'ର ଆଧ୍ୟାତ୍ମିକ ପ୍ରବୃତ୍ତିକୁ ମେଲ୍ ଦେଇ ପାରିବ ନାହିଁ ଯେତିକି ସେ ଜୀବନ କଳାଉଛି ତାହା ଗୁରୁତର, ଏଥିପାଇଁ ସେ ସମସ୍ତ ଭାରତୀୟ ପ୍ରାଣଶକ୍ତିର ଓ ଶକ୍ତିର ଜାଗରଣ ଆବଶ୍ୟକ । [345,10,968,37]
prev-answer-cell [1370,2029,1390,2055]
prev-answer-cell [1449,2135,1469,2161]
page-number: 23 [1474,2306,1486,2316]
sudoku-cell[interactable] [1212,1955,1239,1981]
quote-author: - ଶ୍ରୀଅରବିନ୍ଦ [905,34,966,47]
personality-label: ବ୍ୟକ୍ତିତ୍ୱ [684,1840,836,1882]
prev-answer-cell [1410,2135,1430,2161]
sudoku-cell[interactable] [1403,1747,1430,1759]
sudoku-cell[interactable] [1403,1759,1430,1785]
email-letters-note: (Use only for letters to Editor, news & news photos) [1185,1548,1480,1577]
sudoku-cell[interactable]: C [1294,1759,1321,1785]
sudoku-grid[interactable] [1210,1745,1460,1995]
sudoku-cell[interactable] [1267,1891,1294,1917]
prev-answer-cell [1449,2188,1469,2214]
sudoku-cell[interactable] [1267,1838,1294,1864]
article-nationalism-body: ଭାରତର ବୈଦେଶିକ ମନ୍ତ୍ରୀ ବିଶ୍ୱର ବୃହତ୍ତମ ଅନଲାଇନ ରିଟେଲର ସଂସ୍ଥାକୁ ମୂଳ ନୀତିଗୁଡ଼ିକ ବିଷୟରେ ଜାତୀୟ ପତାକାର ଅପମାନ କରୁଥିବା ସାମଗ୍ରୀ ବିକ୍ରି କରିବା ନେଇ ତୀବ୍ର ସମାଲୋଚନା କରିଥିଲେ। ଏଥିରେ ସେ ଧମକ ଦେଇ କହିଥିଲେ ଯେ ଯଦି ଏହି ସାମଗ୍ରୀ ତୁରନ୍ତ ପ୍ରତ୍ୟାହାର କରାନଯାଏ ତେବେ ସେମାନଙ୍କ କର୍ମଚାରୀଙ୍କୁ ଭିସା ଦିଆଯିବ ନାହିଁ। ଜାତୀୟତାବାଦ କହିଲେ ଆମେ ସାଧାରଣତଃ ନିଜ ଦେଶ ପ୍ରତି ଭଲପାଇବାକୁ ବୁଝିଥାଉ। କିନ୍ତୁ ଏହା କେବେ ଅନ୍ୟମାନଙ୍କ ପ୍ରତି ଘୃଣା ଓ ଅସହିଷ୍ଣୁତାରେ ପରିଣତ ହୁଏ ତାହା ଚିନ୍ତାର ବିଷୟ। ଆମ ସମ୍ବିଧାନ ପ୍ରତ୍ୟେକ ନାଗରିକଙ୍କୁ ମତ ପ୍ରକାଶ କରିବାର ସ୍ୱାଧୀନତା ଦେଇଛି। ପତାକା ଓ ଜାତୀୟ ସଙ୍ଗୀତ ପ୍ରତି ସମ୍ମାନ ଦେଖାଇବା ନିଶ୍ଚିତ ଭାବେ ଆବଶ୍ୟକ, କିନ୍ତୁ ଏହାକୁ ନେଇ ହିଂସା ଓ ଧମକ ଦେବା ଗଣତନ୍ତ୍ରର ମୂଳଭାବନାର ବିରୋଧୀ। ୨୦୦୫ ମସିହାରେ ଗୋଟିଏ ରାୟରେ ସର୍ବୋଚ୍ଚ ନ୍ୟାୟାଳୟ କହିଥିଲା ଯେ ଜାତୀୟ ପ୍ରତୀକକୁ ଅପମାନ ନକରି ବ୍ୟବହାର କରାଯାଇପାରେ। ଅନେକ ଦେଶରେ ପତାକାକୁ ପୋଷାକ ଓ ସଜ୍ଜା ସାମଗ୍ରୀରେ ବ୍ୟବହାର କରାଯାଏ। ଆମେରିକାରେ ପତାକା ଜଳାଇବା ମଧ୍ୟ ମତ ପ୍ରକାଶର ଅଧିକାର ଭାବେ ସ୍ୱୀକୃତ। ଆମ ଦେଶରେ ଜାତୀୟତାବାଦକୁ ଏକ ରାଜନୈତିକ ଅସ୍ତ୍ର ଭାବେ ବ୍ୟବହାର କରାଯାଉଛି ଯାହା ଦେଶର ଏକତା ପାଇଁ ବିପଜ୍ଜନକ। ସରକାରଙ୍କ ସମାଲୋଚନା କରୁଥିବା ବ୍ୟକ୍ତିଙ୍କୁ ଦେଶଦ୍ରୋହୀ ଆଖ୍ୟା ଦିଆଯାଉଛି। ଏହା ଏକ ସୁସ୍ଥ ଗଣତନ୍ତ୍ରର ଲକ୍ଷଣ ନୁହେଁ। ପ୍ରକୃତ ଦେଶପ୍ରେମ ହେଉଛି ଦେଶର ଦୁର୍ବଳତାକୁ ଚିହ୍ନି ତାହାର ସମାଧାନ ପାଇଁ କାର୍ଯ୍ୟ କରିବା। ଦାରିଦ୍ର୍ୟ, ଅଶିକ୍ଷା, ଅସ୍ୱାସ୍ଥ୍ୟ ଭଳି ସମସ୍ୟା ଦୂର କରିବା ହିଁ ପ୍ରକୃତ ଜାତୀୟତାବାଦ। ଆମକୁ ଏକ ଉଦାର ଓ ସହିଷ୍ଣୁ ସମାଜ ଗଢ଼ିବା ଦରକାର ଯେଉଁଠି ଭିନ୍ନ ମତକୁ ସମ୍ମାନ ଦିଆଯାଏ। ଭାରତର ଶକ୍ତି ତାର ବିବିଧତାରେ ନିହିତ। ଏହି ବିବିଧତାକୁ ସମ୍ମାନ ଦେଇ ହିଁ ଆମେ ଏକ ମହାନ ଜାତି ଭାବେ ଆଗେଇ ପାରିବା। ଜାତୀୟ ପ୍ରତୀକ ପ୍ରତି ସମ୍ମାନ ହୃଦୟରୁ ଆସିବା ଦରକାର, ଭୟରୁ ନୁହେଁ। ଆଇନ ଓ ଧମକ ଦ୍ୱାରା ଦେଶପ୍ରେମ ସୃଷ୍ଟି କରାଯାଇପାରିବ ନାହିଁ। ଆମ ନେତାମାନଙ୍କୁ ଏ କଥା ବୁଝିବାକୁ ପଡ଼ିବ ଯେ ଅସହିଷ୍ଣୁତା ଦେଶର ଭାବମୂର୍ତ୍ତିକୁ ବିଶ୍ୱ ଦରବାରରେ କ୍ଷୁର୍ଣ୍ଣ କରେ। [345,185,1105,387]
sudoku-cell[interactable] [1294,1747,1321,1759]
prev-answer-cell [1449,2029,1469,2055]
sudoku-cell[interactable]: 8 [1294,1955,1321,1981]
sudoku-cell[interactable] [1239,1864,1266,1891]
dharitri-logo [1005,8,1105,48]
sudoku-cell[interactable] [1349,1929,1376,1955]
prev-answer-cell [1410,2214,1430,2240]
prev-answer-label: ଗତକାଲିର ଉତ୍ତର [1355,2272,1445,2286]
district-author: — ରଞ୍ଜନ କୁମାର ଦେବତା [200,1036,320,1050]
sudoku-cell[interactable]: 6 [1212,1759,1239,1785]
district-name: ସମ୍ବଲପୁର [42,330,194,370]
sudoku-cell[interactable] [1431,1759,1458,1785]
prev-answer-cell [1430,2055,1450,2081]
sudoku-cell[interactable] [1267,1747,1294,1759]
district-image [244,296,320,380]
sudoku-title-or: ସୁ-ଡୋ-କୁ [1325,1703,1421,1733]
prev-answer-cell [1430,2082,1450,2108]
prev-answer-cell [1390,2161,1410,2187]
poem-sub: (ପ୍ରଥିମା) [264,216,309,229]
prev-answer-cell [1410,2082,1430,2108]
letter1-author: ଅକ୍ଷୟ କୁମାର ମହାନ୍ତି, ଉଦିତ୍‌ପୁର, କିତ୍ତି, କେନ୍ଦ୍ରାପଡ଼ା [1257,895,1490,908]
mardapania-dropcap: ମୁ [8,1065,37,1103]
sudoku-cell[interactable] [1349,1785,1376,1812]
sudoku-cell[interactable] [1431,1929,1458,1955]
sudoku-cell[interactable] [1321,1929,1348,1955]
prev-answer-cell [1469,2055,1489,2081]
